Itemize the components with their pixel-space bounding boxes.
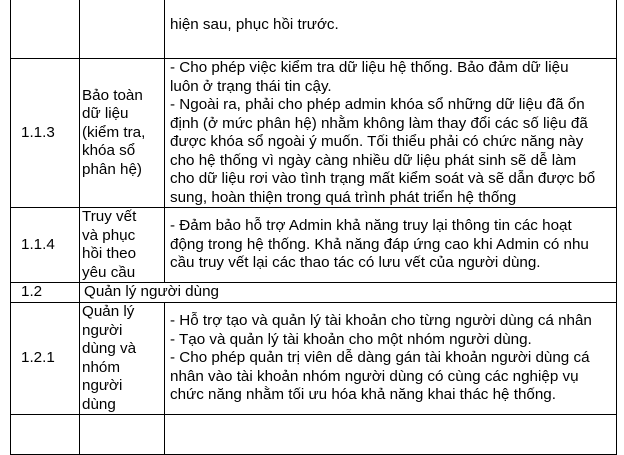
description-line: cầu truy vết lại các thao tác có lưu vết của người dùng. <box>170 254 541 272</box>
description-line: - Ngoài ra, phải cho phép admin khóa sổ những dữ liệu đã ổn <box>170 96 585 113</box>
row-id-cell <box>11 303 80 415</box>
description-line: hiện sau, phục hồi trước. <box>170 16 339 34</box>
row-id: 1.2.1 <box>21 349 55 367</box>
description-line: - Cho phép quản trị viên dễ dàng gán tài khoản người dùng cá <box>170 349 590 367</box>
function-name-line: dữ liệu <box>82 105 129 123</box>
description-cell <box>165 303 617 415</box>
function-name-line: khóa sổ <box>82 142 136 160</box>
description-line: nhân vào tài khoản nhóm người dùng có cùng các nghiệp vụ <box>170 367 579 385</box>
description-line: động trong hệ thống. Khả năng đáp ứng cao khi Admin có nhu <box>170 235 589 253</box>
function-name-cell <box>80 59 165 208</box>
function-name-cell <box>80 415 165 455</box>
row-id: 1.1.4 <box>21 235 55 253</box>
table-row <box>11 415 617 455</box>
section-title: Quản lý người dùng <box>84 283 219 301</box>
description-cell <box>165 415 617 455</box>
requirements-table <box>10 0 617 455</box>
function-name-line: dùng <box>82 395 116 413</box>
description-line: được khóa sổ ngoài ý muốn. Tối thiểu phải có chức năng này <box>170 133 584 150</box>
row-id: 1.2 <box>21 283 43 301</box>
row-id: 1.1.3 <box>21 123 55 141</box>
requirements-table-body <box>11 0 617 455</box>
function-name-cell <box>80 0 165 59</box>
section-row <box>11 283 617 303</box>
description-line: luôn ở trạng thái tin cậy. <box>170 77 332 95</box>
function-name-line: dùng và <box>82 340 137 357</box>
function-name-line: người <box>82 321 123 339</box>
description-cell <box>165 208 617 283</box>
table-row <box>11 59 617 208</box>
description-line: - Cho phép việc kiểm tra dữ liệu hệ thống. Bảo đảm dữ liệu <box>170 59 569 76</box>
function-name-line: phân hệ) <box>82 160 142 178</box>
function-name-line: Truy vết <box>82 208 137 225</box>
row-id-cell <box>11 283 80 303</box>
function-name-line: Bảo toàn <box>82 86 143 104</box>
function-name-cell <box>80 208 165 283</box>
description-line: - Tạo và quản lý tài khoản cho một nhóm người dùng. <box>170 330 532 348</box>
table-row <box>11 0 617 59</box>
description-cell <box>165 0 617 59</box>
description-cell <box>165 59 617 208</box>
description-line: chức năng nhằm tối ưu hóa khả năng khai thác hệ thống. <box>170 386 556 404</box>
description-line: - Đảm bảo hỗ trợ Admin khả năng truy lại thông tin các hoạt <box>170 217 572 235</box>
row-id-cell <box>11 415 80 455</box>
function-name-line: người <box>82 377 123 394</box>
row-id-cell <box>11 0 80 59</box>
function-name-line: và phục <box>82 226 136 244</box>
table-row <box>11 208 617 283</box>
row-id-cell <box>11 59 80 208</box>
section-title-cell <box>80 283 617 303</box>
row-id-cell <box>11 208 80 283</box>
function-name-line: hồi theo <box>82 245 137 262</box>
description-line: định (ở mức phân hệ) nhằm không làm thay đổi các số liệu đã <box>170 114 588 132</box>
description-line: cho dữ liệu rơi vào tình trạng mất kiểm soát và sẽ dẫn được bổ <box>170 170 596 187</box>
table-row <box>11 303 617 415</box>
function-name-line: nhóm <box>82 358 120 376</box>
function-name-line: (kiểm tra, <box>82 123 146 141</box>
description-line: cho hệ thống vì ngày càng nhiều dữ liệu phát sinh sẽ dễ làm <box>170 151 577 169</box>
function-name-line: yêu cầu <box>82 263 136 281</box>
function-name-cell <box>80 303 165 415</box>
description-line: sung, hoàn thiện trong quá trình phát triển hệ thống <box>170 188 517 206</box>
function-name-line: Quản lý <box>82 303 135 320</box>
description-line: - Hỗ trợ tạo và quản lý tài khoản cho từng người dùng cá nhân <box>170 312 592 330</box>
